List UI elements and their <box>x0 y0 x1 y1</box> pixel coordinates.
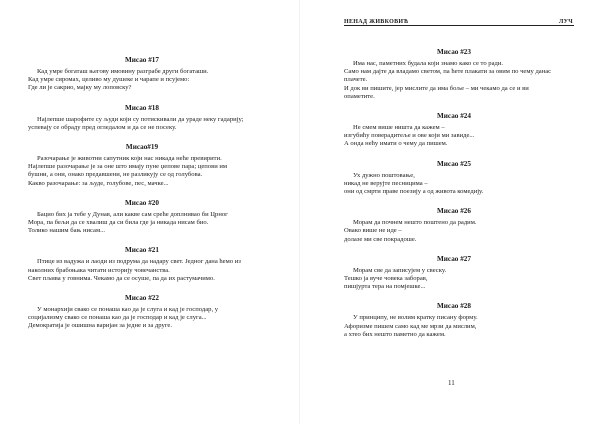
thought-line: Ух дужно поштовање, <box>353 171 415 179</box>
thought-block <box>28 294 256 331</box>
thought-line: Тешко ја вуче човека заборав, <box>344 275 428 283</box>
thought-line: И док ви пишите, јер мислите да има боље – ми чекамо да се и ви <box>344 84 529 92</box>
thought-line: никад не верујте песницима – <box>344 179 428 187</box>
thought-line: успевају се обраду пред огледалом и да се не посеку. <box>28 123 177 131</box>
header-book-title: ЛУЧ <box>558 19 573 25</box>
thought-line: Кад умре богаташ његову имовину разграбе други богаташи. <box>37 68 209 75</box>
thought-line: Морам све да записујем у свеску. <box>353 266 447 274</box>
header-author: НЕНАД ЖИВКОВИЋ <box>344 19 409 25</box>
thought-line: Најлепше шарофите су људи који су потискивали да ураде неку гадарију; <box>37 115 244 123</box>
right-page <box>300 0 600 424</box>
thought-line: социјализму свако се понаша као да је господар и кад је слуга... <box>28 314 207 322</box>
thought-block <box>344 48 564 101</box>
thought-line: бушни, а они, онако предавшени, не разликују се од голубова. <box>28 171 203 179</box>
thought-title: Мисао #20 <box>125 198 159 207</box>
thought-title: Мисао #23 <box>437 48 471 56</box>
thought-title: Мисао #26 <box>437 207 471 216</box>
thought-line: У принципу, не волим кратку писану форму. <box>353 314 478 322</box>
thought-title: Мисао #25 <box>437 159 471 168</box>
thought-block <box>344 207 564 244</box>
thought-title: Мисао #17 <box>125 56 159 64</box>
thought-title: Мисао #21 <box>125 246 159 255</box>
thought-line: Не смем више ништа да кажем – <box>353 124 445 132</box>
thought-line: Свет пљива у говнима. Чекамо да се осуше, па да их растумачимо. <box>28 274 215 282</box>
thought-line: Најлепше разочарање је за оне што имају пуне џепове пара; цепови им <box>28 163 228 171</box>
right-page-text-column <box>344 48 564 350</box>
thought-title: Мисао #18 <box>125 103 159 112</box>
thought-line: Бацио бих ја тебе у Дунав, али какве сам среће доплнивао би Црног <box>37 210 228 218</box>
thought-block <box>28 246 256 283</box>
thought-line: наколних брабоњака читати историју човечанства. <box>28 266 170 274</box>
thought-block <box>28 199 256 236</box>
thought-line: Афоризме пишем само кад ме мрзи да мислим, <box>344 322 477 330</box>
thought-line: они од смрти праве поезију а од живота комедију. <box>344 188 484 196</box>
thought-line: Какво разочарање: за људе, голубове, пес, мачке... <box>28 179 169 187</box>
thought-title: Мисао #27 <box>437 254 471 263</box>
thought-line: долазе ми све покрадоше. <box>344 235 417 243</box>
header-rule <box>344 25 574 26</box>
thought-line: пишјурта тера на помјешке... <box>344 283 426 291</box>
thought-block <box>28 143 256 188</box>
thought-line: плачете. <box>344 76 368 84</box>
thought-line: Овако више не иде – <box>344 227 402 235</box>
thought-line: Птице из вадужа и лаоди из подрума да надару свет. Једног дана ћемо из <box>37 258 241 266</box>
thought-line: Морам да почнем нешто поштено да радим. <box>353 219 477 227</box>
thought-line: изгубићу поверадитеље и ове који ми завиде... <box>344 132 475 140</box>
thought-block <box>28 104 256 132</box>
thought-title: Мисао #22 <box>125 294 159 303</box>
thought-block <box>28 56 256 93</box>
thought-line: а хтео бих нешто паметно да кажем. <box>344 330 446 338</box>
left-page-text-column <box>28 56 256 342</box>
page-number: 11 <box>448 379 455 387</box>
thought-title: Мисао #28 <box>437 302 471 311</box>
thought-title: Мисао #24 <box>437 112 471 121</box>
thought-line: У монархији свако се понаша као да је слуга и кад је господар, у <box>37 306 219 314</box>
thought-line: Има нас, паметних будала који знамо како се то ради. <box>353 60 504 67</box>
thought-line: А онда нећу имати о чему да пишем. <box>344 140 448 148</box>
thought-title: Мисао#19 <box>125 143 159 152</box>
thought-block <box>344 255 564 292</box>
thought-block <box>344 302 564 339</box>
thought-line: Само нам дајте да владамо светом, па ћете плакати за овим по чему данас <box>344 68 552 76</box>
thought-line: Мора, па бељи да се хвалиш да си била где ја никада нисам био. <box>28 219 209 227</box>
thought-line: Разочарање је животни сапутник који нас никада неће превирити. <box>37 155 222 163</box>
thought-line: Демократија је ошишна варијан за једне и за друге. <box>28 322 172 330</box>
thought-block <box>344 112 564 149</box>
thought-block <box>344 160 564 197</box>
thought-line: Кад умре сиромах, целиво му душеке и чарапе и псујемо: <box>28 76 190 84</box>
thought-line: Толико нашим бањ нисам... <box>28 227 106 235</box>
thought-line: Где ли је сакрио, мајку му лоповску? <box>28 84 132 92</box>
thought-line: опаметите. <box>344 92 375 100</box>
